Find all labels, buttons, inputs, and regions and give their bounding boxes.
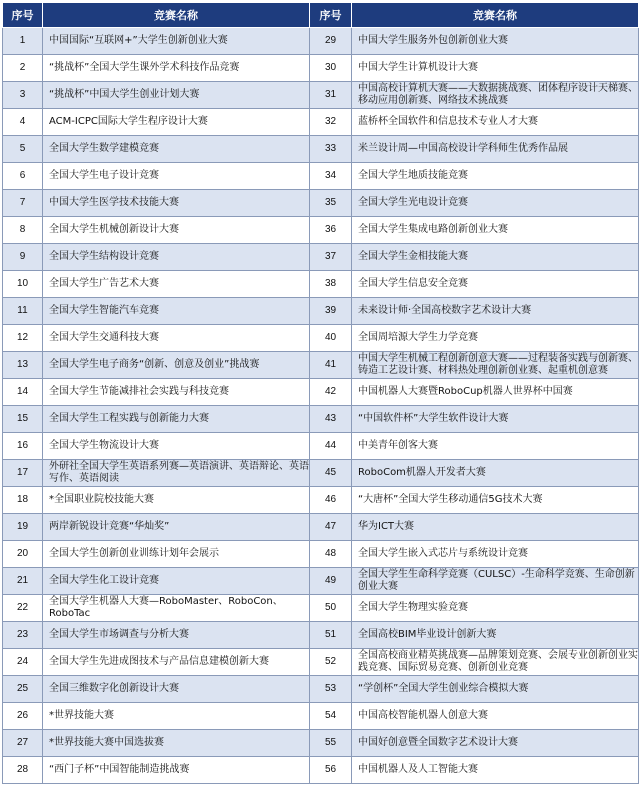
row-number-right: 55 [310, 730, 352, 757]
competition-name-right: 中国大学生服务外包创新创业大赛 [352, 28, 639, 55]
competition-name-right: 全国大学生嵌入式芯片与系统设计竞赛 [352, 541, 639, 568]
competition-name-left: 全国大学生交通科技大赛 [43, 325, 310, 352]
competition-name-right: 未来设计师·全国高校数字艺术设计大赛 [352, 298, 639, 325]
competition-name-right: 中国机器人及人工智能大赛 [352, 757, 639, 784]
table-row [3, 352, 639, 379]
table-row [3, 217, 639, 244]
row-number-left: 24 [3, 649, 43, 676]
row-number-right: 41 [310, 352, 352, 379]
competition-name-left: 全国大学生数学建模竞赛 [43, 136, 310, 163]
competition-name-right: 蓝桥杯全国软件和信息技术专业人才大赛 [352, 109, 639, 136]
competition-name-right: 华为ICT大赛 [352, 514, 639, 541]
row-number-right: 45 [310, 460, 352, 487]
table-row [3, 730, 639, 757]
row-number-left: 1 [3, 28, 43, 55]
table-row [3, 757, 639, 784]
table-row [3, 595, 639, 622]
table-row [3, 55, 639, 82]
competition-name-right: 全国大学生金相技能大赛 [352, 244, 639, 271]
row-number-right: 48 [310, 541, 352, 568]
row-number-right: 34 [310, 163, 352, 190]
competition-table [2, 2, 639, 784]
competition-name-left: 全国大学生电子设计竞赛 [43, 163, 310, 190]
competition-name-left: 全国大学生电子商务“创新、创意及创业”挑战赛 [43, 352, 310, 379]
header-number-right: 序号 [310, 3, 352, 28]
row-number-right: 33 [310, 136, 352, 163]
table-row [3, 622, 639, 649]
competition-name-left: 全国大学生创新创业训练计划年会展示 [43, 541, 310, 568]
competition-table-container [2, 2, 638, 794]
row-number-left: 17 [3, 460, 43, 487]
competition-name-left: 全国大学生结构设计竞赛 [43, 244, 310, 271]
table-row [3, 244, 639, 271]
row-number-right: 50 [310, 595, 352, 622]
row-number-right: 35 [310, 190, 352, 217]
header-number-left: 序号 [3, 3, 43, 28]
row-number-right: 47 [310, 514, 352, 541]
row-number-right: 51 [310, 622, 352, 649]
row-number-left: 28 [3, 757, 43, 784]
competition-name-right: 全国周培源大学生力学竞赛 [352, 325, 639, 352]
competition-name-left: 全国大学生机器人大赛—RoboMaster、RoboCon、RoboTac [43, 595, 310, 622]
row-number-left: 19 [3, 514, 43, 541]
competition-name-left: *全国职业院校技能大赛 [43, 487, 310, 514]
row-number-left: 3 [3, 82, 43, 109]
competition-name-left: 全国大学生机械创新设计大赛 [43, 217, 310, 244]
competition-name-left: 全国大学生物流设计大赛 [43, 433, 310, 460]
competition-name-right: 全国大学生光电设计竞赛 [352, 190, 639, 217]
table-row [3, 460, 639, 487]
table-row [3, 28, 639, 55]
row-number-right: 49 [310, 568, 352, 595]
row-number-left: 12 [3, 325, 43, 352]
competition-name-right: 全国高校商业精英挑战赛—品牌策划竞赛、会展专业创新创业实践竞赛、国际贸易竞赛、创新创业竞赛 [352, 649, 639, 676]
row-number-right: 42 [310, 379, 352, 406]
table-row [3, 433, 639, 460]
row-number-left: 15 [3, 406, 43, 433]
table-row [3, 568, 639, 595]
row-number-right: 53 [310, 676, 352, 703]
competition-name-right: RoboCom机器人开发者大赛 [352, 460, 639, 487]
row-number-right: 44 [310, 433, 352, 460]
row-number-left: 14 [3, 379, 43, 406]
row-number-right: 29 [310, 28, 352, 55]
competition-name-right: 全国大学生信息安全竞赛 [352, 271, 639, 298]
row-number-right: 46 [310, 487, 352, 514]
table-row [3, 82, 639, 109]
table-row [3, 109, 639, 136]
competition-name-left: *世界技能大赛中国选拔赛 [43, 730, 310, 757]
competition-name-left: 全国大学生智能汽车竞赛 [43, 298, 310, 325]
row-number-right: 31 [310, 82, 352, 109]
competition-name-right: 全国大学生集成电路创新创业大赛 [352, 217, 639, 244]
row-number-left: 22 [3, 595, 43, 622]
competition-name-left: 全国大学生节能减排社会实践与科技竞赛 [43, 379, 310, 406]
row-number-left: 20 [3, 541, 43, 568]
row-number-right: 40 [310, 325, 352, 352]
table-row [3, 163, 639, 190]
competition-name-left: 全国三维数字化创新设计大赛 [43, 676, 310, 703]
row-number-left: 18 [3, 487, 43, 514]
competition-name-right: “中国软件杯”大学生软件设计大赛 [352, 406, 639, 433]
competition-name-right: 全国高校BIM毕业设计创新大赛 [352, 622, 639, 649]
table-header-row [3, 3, 639, 28]
row-number-left: 13 [3, 352, 43, 379]
row-number-right: 38 [310, 271, 352, 298]
row-number-right: 52 [310, 649, 352, 676]
row-number-left: 6 [3, 163, 43, 190]
table-row [3, 406, 639, 433]
row-number-right: 39 [310, 298, 352, 325]
competition-name-left: 中国大学生医学技术技能大赛 [43, 190, 310, 217]
competition-name-right: 中国大学生计算机设计大赛 [352, 55, 639, 82]
row-number-left: 16 [3, 433, 43, 460]
competition-name-left: 全国大学生工程实践与创新能力大赛 [43, 406, 310, 433]
row-number-left: 21 [3, 568, 43, 595]
table-row [3, 298, 639, 325]
competition-name-left: 两岸新锐设计竞赛“华灿奖” [43, 514, 310, 541]
row-number-right: 36 [310, 217, 352, 244]
row-number-right: 32 [310, 109, 352, 136]
table-row [3, 136, 639, 163]
table-row [3, 325, 639, 352]
row-number-right: 54 [310, 703, 352, 730]
competition-name-left: 全国大学生化工设计竞赛 [43, 568, 310, 595]
row-number-left: 25 [3, 676, 43, 703]
competition-name-left: *世界技能大赛 [43, 703, 310, 730]
competition-name-right: 中国大学生机械工程创新创意大赛——过程装备实践与创新赛、铸造工艺设计赛、材料热处理创新创业赛、起重机创意赛 [352, 352, 639, 379]
competition-name-left: 中国国际“互联网+”大学生创新创业大赛 [43, 28, 310, 55]
header-name-left: 竞赛名称 [43, 3, 310, 28]
competition-name-left: ACM-ICPC国际大学生程序设计大赛 [43, 109, 310, 136]
row-number-left: 4 [3, 109, 43, 136]
row-number-left: 9 [3, 244, 43, 271]
row-number-right: 37 [310, 244, 352, 271]
row-number-left: 7 [3, 190, 43, 217]
table-row [3, 190, 639, 217]
table-row [3, 676, 639, 703]
competition-name-left: 全国大学生广告艺术大赛 [43, 271, 310, 298]
competition-name-right: 全国大学生地质技能竞赛 [352, 163, 639, 190]
competition-name-right: 中美青年创客大赛 [352, 433, 639, 460]
row-number-right: 30 [310, 55, 352, 82]
competition-name-right: 米兰设计周—中国高校设计学科师生优秀作品展 [352, 136, 639, 163]
table-row [3, 541, 639, 568]
row-number-left: 10 [3, 271, 43, 298]
row-number-left: 11 [3, 298, 43, 325]
table-row [3, 649, 639, 676]
row-number-left: 26 [3, 703, 43, 730]
row-number-left: 5 [3, 136, 43, 163]
header-name-right: 竞赛名称 [352, 3, 639, 28]
table-row [3, 487, 639, 514]
table-row [3, 703, 639, 730]
competition-name-left: “挑战杯”中国大学生创业计划大赛 [43, 82, 310, 109]
competition-name-right: 中国机器人大赛暨RoboCup机器人世界杯中国赛 [352, 379, 639, 406]
competition-name-right: 全国大学生物理实验竞赛 [352, 595, 639, 622]
table-row [3, 379, 639, 406]
competition-name-left: 全国大学生市场调查与分析大赛 [43, 622, 310, 649]
competition-name-left: “西门子杯”中国智能制造挑战赛 [43, 757, 310, 784]
competition-name-right: 中国好创意暨全国数字艺术设计大赛 [352, 730, 639, 757]
row-number-right: 43 [310, 406, 352, 433]
competition-name-left: 外研社全国大学生英语系列赛—英语演讲、英语辩论、英语写作、英语阅读 [43, 460, 310, 487]
row-number-right: 56 [310, 757, 352, 784]
competition-name-left: “挑战杯”全国大学生课外学术科技作品竞赛 [43, 55, 310, 82]
competition-name-right: 全国大学生生命科学竞赛（CULSC）-生命科学竞赛、生命创新创业大赛 [352, 568, 639, 595]
table-body [3, 28, 639, 784]
competition-name-right: “学创杯”全国大学生创业综合模拟大赛 [352, 676, 639, 703]
row-number-left: 2 [3, 55, 43, 82]
row-number-left: 23 [3, 622, 43, 649]
competition-name-right: “大唐杯”全国大学生移动通信5G技术大赛 [352, 487, 639, 514]
table-row [3, 514, 639, 541]
competition-name-left: 全国大学生先进成图技术与产品信息建模创新大赛 [43, 649, 310, 676]
table-row [3, 271, 639, 298]
row-number-left: 27 [3, 730, 43, 757]
row-number-left: 8 [3, 217, 43, 244]
competition-name-right: 中国高校智能机器人创意大赛 [352, 703, 639, 730]
competition-name-right: 中国高校计算机大赛——大数据挑战赛、团体程序设计天梯赛、移动应用创新赛、网络技术挑战赛 [352, 82, 639, 109]
